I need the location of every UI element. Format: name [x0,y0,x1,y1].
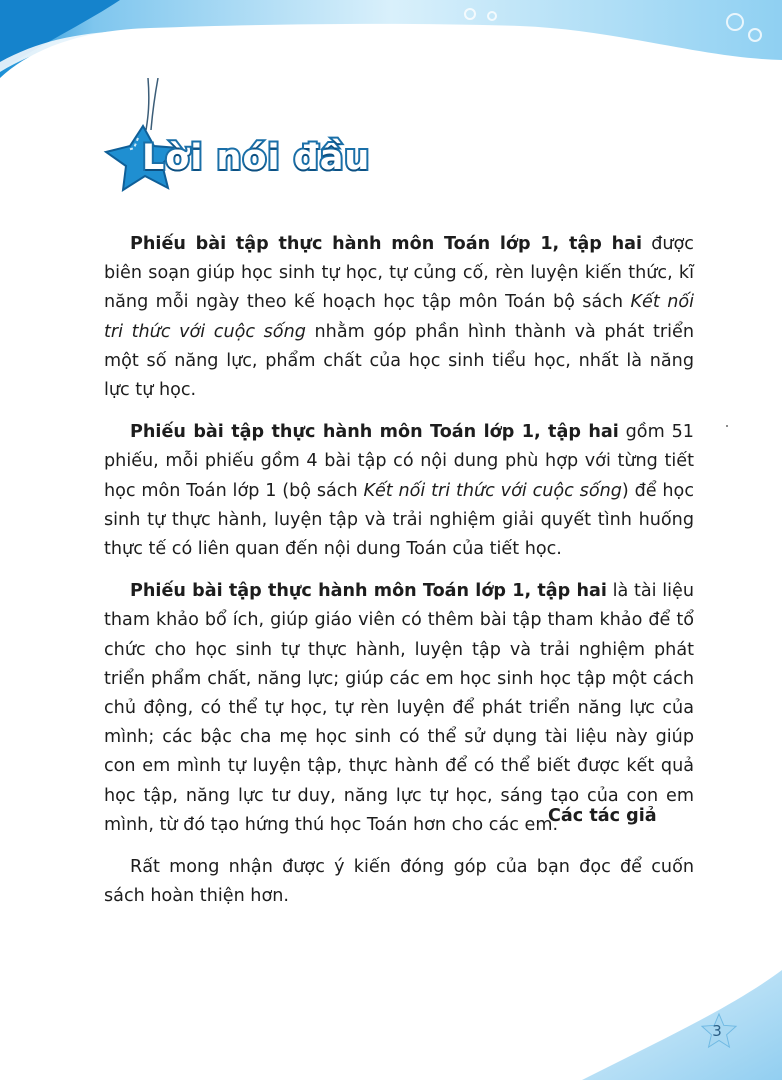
paragraph-text: là tài liệu tham khảo bổ ích, giúp giáo viên có thêm bài tập tham khảo để tổ chức cho học sinh tự thực hành, luyện tập và trải nghiệm phát triển phẩm chất, năng lực; giúp các em học sinh học tập một cách chủ động, có thể tự học, tự rèn luyện để phát triển năng lực của mình; các bậc cha mẹ học sinh có thể sử dụng tài liệu này giúp con em mình tự luyện tập, thực hành để có thể biết được kết quả học tập, năng lực tư duy, năng lực tự học, sáng tạo của con em mình, từ đó tạo hứng thú học Toán hơn cho các em. [104,581,694,835]
paragraph-text: Rất mong nhận được ý kiến đóng góp của bạn đọc để cuốn sách hoàn thiện hơn. [104,857,694,907]
paragraph-text: gồm 51 phiếu, mỗi phiếu gồm 4 bài tập có nội dung phù hợp với từng tiết học môn Toán lớp 1 (bộ sách [104,422,694,501]
bottom-decorative-band [582,970,782,1080]
book-title-bold: Phiếu bài tập thực hành môn Toán lớp 1, tập hai [130,422,619,443]
signature: Các tác giả [548,806,657,826]
book-title-bold: Phiếu bài tập thực hành môn Toán lớp 1, tập hai [130,581,607,602]
page-title: Lời nói đầu [142,138,371,178]
series-name-italic: Kết nối tri thức với cuộc sống [363,480,622,501]
paragraph-4 [104,853,694,911]
paragraph-text: nhằm góp phần hình thành và phát triển một số năng lực, phẩm chất của học sinh tiểu học, nhất là năng lực tự học. [104,321,694,401]
series-name-italic: Kết nối tri thức với cuộc sống [104,292,695,342]
paragraph-2 [104,418,694,564]
book-title-bold: Phiếu bài tập thực hành môn Toán lớp 1, tập hai [130,234,643,254]
paragraph-text: ) để học sinh tự thực hành, luyện tập và trải nghiệm giải quyết tình huống thực tế có liên quan đến nội dung Toán của tiết học. [104,480,694,560]
paragraph-3 [104,577,694,840]
page-number: 3 [712,1022,722,1040]
stray-dot [726,425,728,427]
top-decorative-band [0,0,782,78]
paragraph-text: được biên soạn giúp học sinh tự học, tự củng cố, rèn luyện kiến thức, kĩ năng mỗi ngày theo kế hoạch học tập môn Toán bộ sách [104,234,694,313]
paragraph-1 [104,230,694,405]
